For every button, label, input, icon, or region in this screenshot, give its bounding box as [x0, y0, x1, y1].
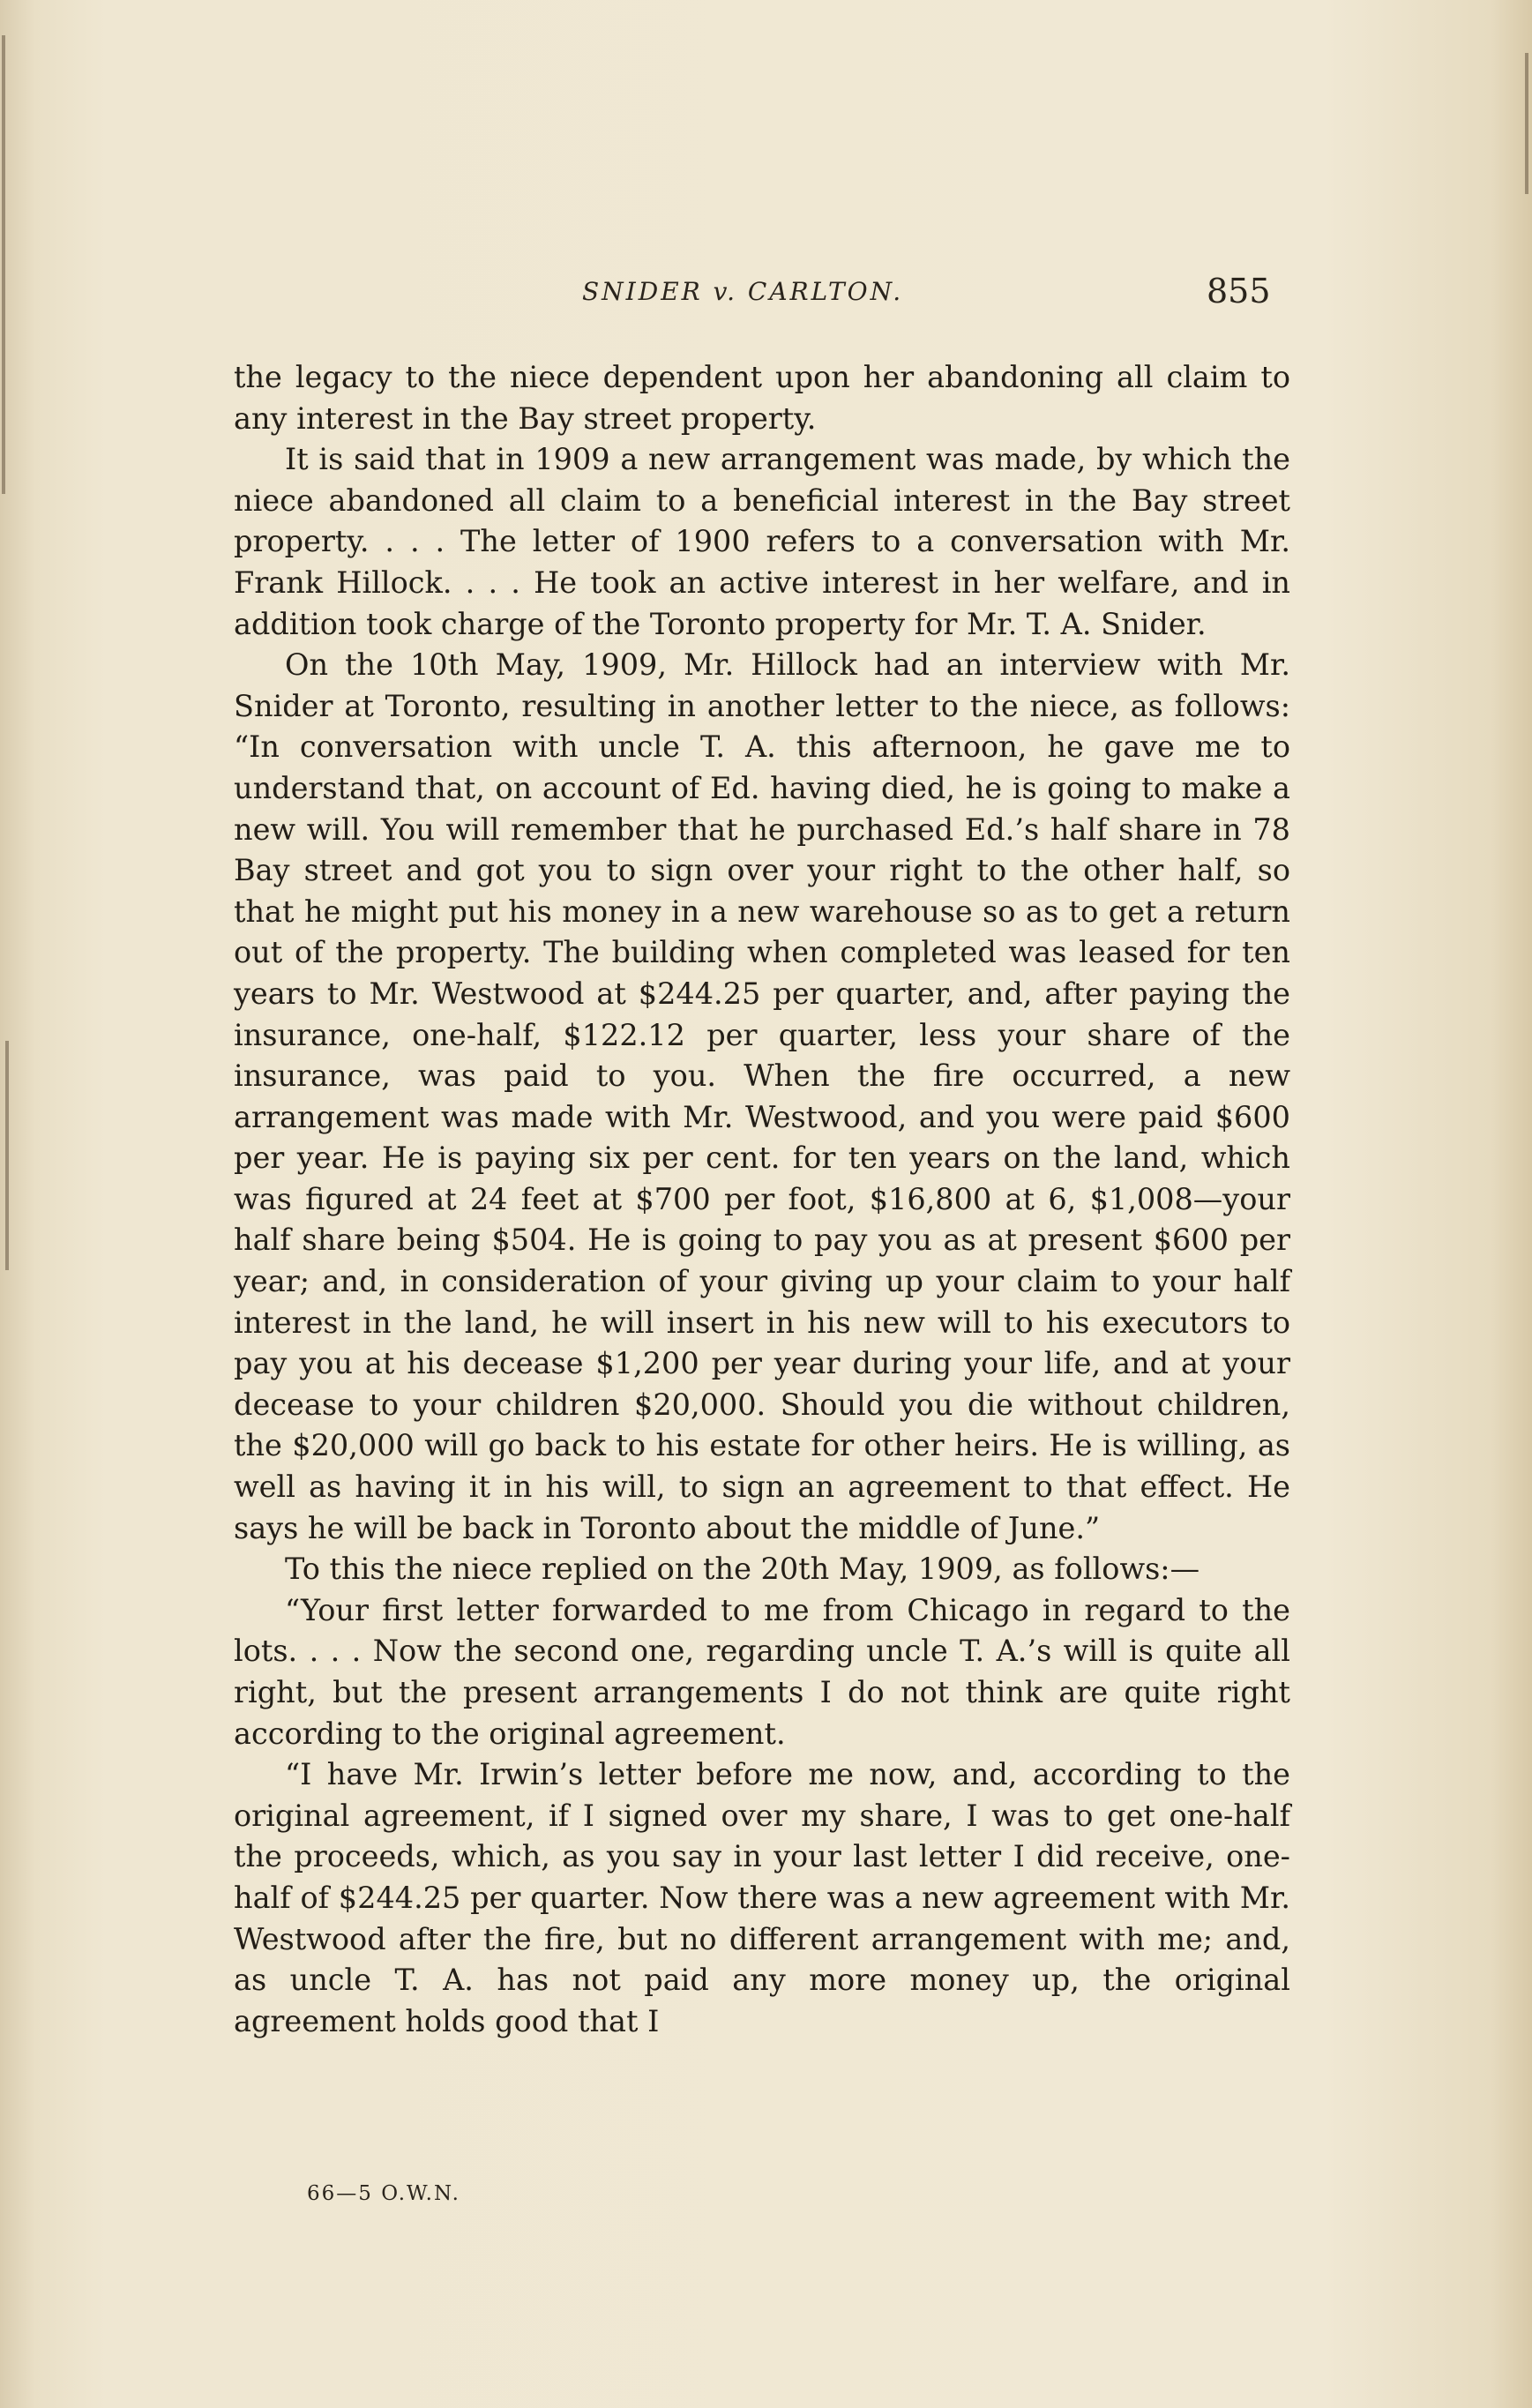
- body-text: [234, 357, 1290, 2042]
- page-edge-shadow: [1525, 53, 1528, 194]
- paragraph: On the 10th May, 1909, Mr. Hillock had an interview with Mr. Snider at Toronto, resulting in another letter to the niece, as follows: “In conversation with uncle T. A. this afternoon, he gave me to understand that, on account of Ed. having died, he is going to make a new will. You will remember that he purchased Ed.’s half share in 78 Bay street and got you to sign over your right to the other half, so that he might put his money in a new warehouse so as to get a return out of the property. The building when completed was leased for ten years to Mr. Westwood at $244.25 per quarter, and, after paying the insurance, one-half, $122.12 per quarter, less your share of the insurance, was paid to you. When the fire occurred, a new arrangement was made with Mr. Westwood, and you were paid $600 per year. He is paying six per cent. for ten years on the land, which was figured at 24 feet at $700 per foot, $16,800 at 6, $1,008—your half share being $504. He is going to pay you as at present $600 per year; and, in consideration of your giving up your claim to your half interest in the land, he will insert in his new will to his executors to pay you at his decease $1,200 per year during your life, and at your decease to your children $20,000. Should you die without children, the $20,000 will go back to his estate for other heirs. He is willing, as well as having it in his will, to sign an agreement to that effect. He says he will be back in Toronto about the middle of June.”: [234, 647, 1290, 1545]
- page-edge-shadow: [2, 35, 5, 494]
- page-number: 855: [1207, 272, 1271, 310]
- paragraph: “Your first letter forwarded to me from Chicago in regard to the lots. . . . Now the second one, regarding uncle T. A.’s will is quite all right, but the present arrangements I do not think are quite right according to the original agreement.: [234, 1592, 1290, 1751]
- running-head: SNIDER v. CARLTON.: [582, 277, 904, 306]
- page-header: [0, 272, 1532, 325]
- paragraph: To this the niece replied on the 20th May, 1909, as follows:—: [285, 1552, 1200, 1587]
- paragraph: the legacy to the niece dependent upon her abandoning all claim to any interest in the Bay street property.: [234, 360, 1290, 436]
- paragraph: “I have Mr. Irwin’s letter before me now, and, according to the original agreement, if I signed over my share, I was to get one-half the proceeds, which, as you say in your last letter I did receive, one-half of $244.25 per quarter. Now there was a new agreement with Mr. Westwood after the fire, but no different arrangement with me; and, as uncle T. A. has not paid any more money up, the original agreement holds good that I: [234, 1757, 1290, 2038]
- page-edge-shadow: [5, 1041, 9, 1270]
- paragraph: It is said that in 1909 a new arrangement was made, by which the niece abandoned all claim to a beneficial interest in the Bay street property. . . . The letter of 1900 refers to a conversation with Mr. Frank Hillock. . . . He took an active interest in her welfare, and in addition took charge of the Toronto property for Mr. T. A. Snider.: [234, 442, 1290, 641]
- signature-mark: 66—5 O.W.N.: [307, 2182, 460, 2205]
